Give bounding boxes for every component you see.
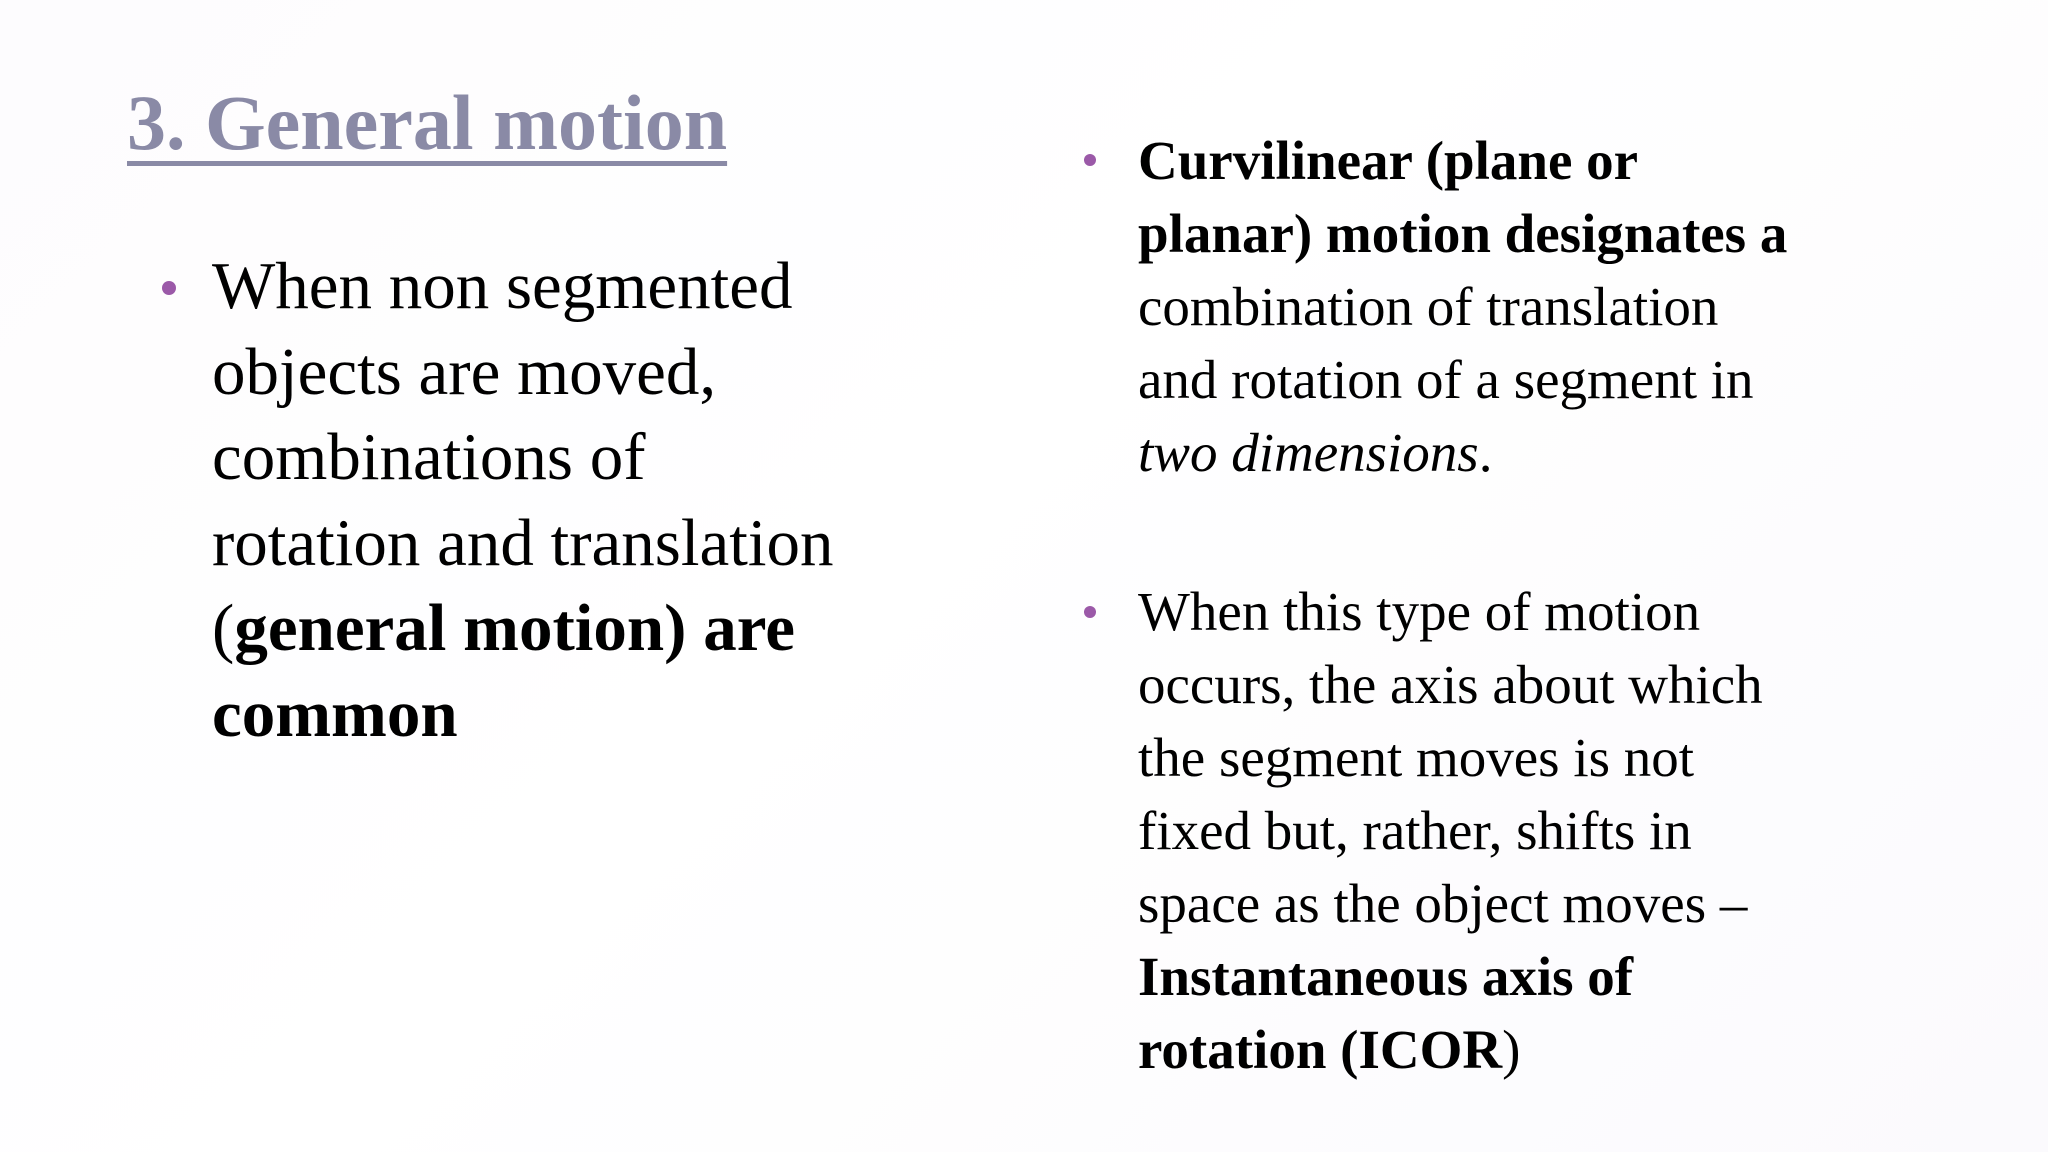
text-line: When this type of motion: [1138, 581, 1701, 642]
text-line: combinations of: [212, 420, 646, 494]
text-line: [1138, 416, 1787, 489]
right-bullet-1-text: [1138, 124, 1787, 489]
text-line: and rotation of a segment in: [1138, 349, 1754, 410]
text-line: space as the object moves –: [1138, 873, 1748, 934]
text-line: combination of translation: [1138, 276, 1719, 337]
bullet-dot-icon: [162, 281, 176, 295]
text-line: When non segmented: [212, 249, 793, 323]
text-line: [1138, 1013, 1763, 1086]
text-line: [212, 586, 833, 672]
bullet-dot-icon: [1084, 154, 1096, 166]
text-line: the segment moves is not: [1138, 727, 1695, 788]
bullet-dot-icon: [1084, 606, 1096, 618]
italic-text: two dimensions: [1138, 422, 1479, 483]
slide-title: 3. General motion: [127, 79, 728, 166]
text-fragment: (: [212, 591, 235, 665]
text-fragment: .: [1478, 422, 1493, 483]
bold-text: rotation (ICOR: [1138, 1019, 1503, 1080]
text-line: objects are moved,: [212, 334, 717, 409]
bold-text: planar) motion designates a: [1138, 203, 1788, 264]
text-fragment: ): [1502, 1019, 1521, 1080]
bold-text: common: [212, 676, 458, 751]
text-line: rotation and translation: [212, 505, 834, 580]
left-bullet-text: [212, 244, 833, 757]
text-line: occurs, the axis about which: [1138, 654, 1763, 715]
right-bullet-2-text: [1138, 575, 1763, 1086]
bold-text: Instantaneous axis of: [1138, 946, 1634, 1007]
text-line: fixed but, rather, shifts in: [1138, 800, 1692, 861]
bold-text: Curvilinear (plane or: [1138, 130, 1639, 191]
bold-text: general motion) are: [234, 591, 795, 665]
